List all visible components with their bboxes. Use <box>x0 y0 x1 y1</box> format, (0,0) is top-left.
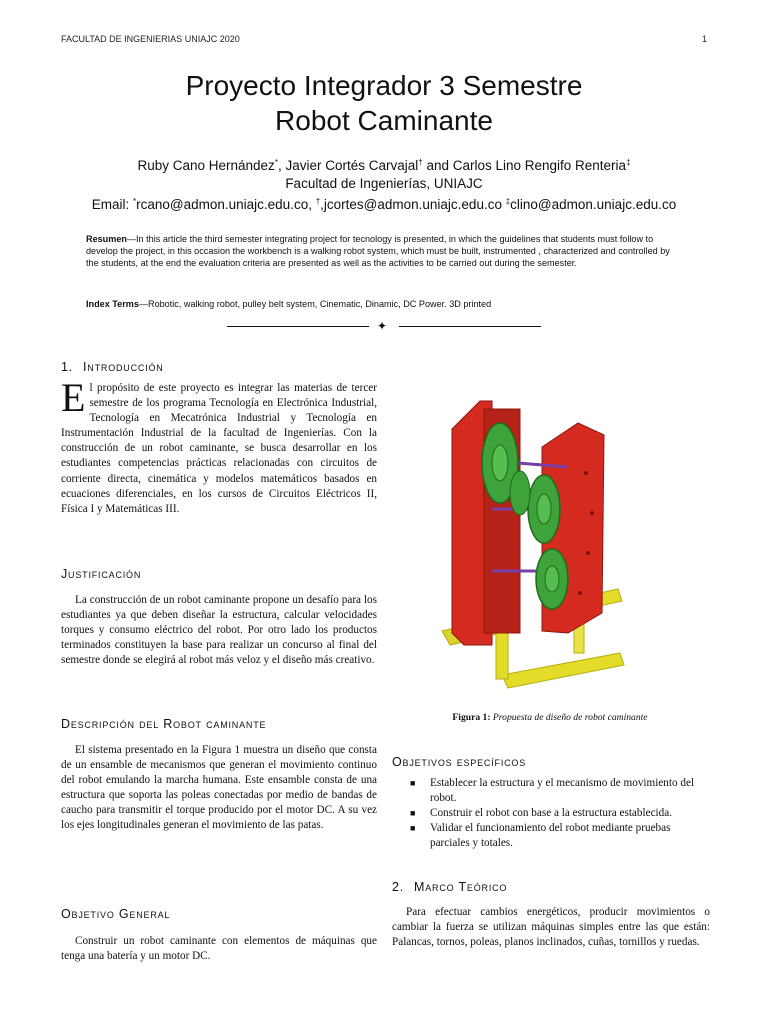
list-item: ■ Construir el robot con base a la estructura establecida. <box>392 806 710 821</box>
journal-name: FACULTAD DE INGENIERIAS UNIAJC 2020 <box>61 34 240 44</box>
dropcap: E <box>61 375 86 420</box>
pulley-bottom-inner <box>545 566 559 592</box>
author-emails: Email: *rcano@admon.uniajc.edu.co, †,jcortes@admon.uniajc.edu.co ‡clino@admon.uniajc.edu.co <box>91 197 677 212</box>
bullet-square-icon: ■ <box>410 823 416 834</box>
descripcion-paragraph: El sistema presentado en la Figura 1 muestra un diseño que consta de un ensamble de mecanismos que generan el movimiento continuo del robot emulando la marcha humana. Este ensamble consta de una estructura que soporta las poleas conectadas por medio de bandas de caucho para transmitir el torque producido por el motor DC. A su vez los ejes longitudinales generan el movimiento de las patas. <box>61 744 377 832</box>
index-terms-label: Index Terms <box>86 299 139 309</box>
email-link[interactable]: ,jcortes@admon.uniajc.edu.co <box>320 197 506 212</box>
section-heading-descripcion: Descripción del Robot caminante <box>61 717 267 731</box>
title-line-2: Robot Caminante <box>275 105 493 136</box>
index-terms <box>86 298 680 310</box>
divider-diamond-icon: ✦ <box>377 319 388 333</box>
objetivo-general-paragraph: Construir un robot caminante con elementos de máquinas que tenga una batería y un motor DC. <box>61 935 377 963</box>
email-link[interactable]: clino@admon.uniajc.edu.co <box>510 197 677 212</box>
figure-label: Figura 1: <box>452 712 491 723</box>
section-heading-objetivos-especificos: Objetivos específicos <box>392 755 527 769</box>
justificacion-paragraph: La construcción de un robot caminante propone un desafío para los estudiantes ya que deben diseñar la estructura, calcular velocidades torques y consumo eléctrico del robot. Por otro lado los productos terminados constituyen la base para realizar un concurso al final del semestre donde se elegirá al robot más veloz y el diseño más creativo. <box>61 594 377 667</box>
author-block <box>0 154 768 214</box>
marco-teorico-paragraph: Para efectuar cambios energéticos, producir movimientos o cambiar la fuerza se utilizan máquinas simples entre las que están: Palancas, tornos, poleas, planos inclinados, cuñas, tornillos y ruedas. <box>392 906 710 949</box>
intro-paragraph: El propósito de este proyecto es integrar las materias de tercer semestre de los programa Tecnología en Electrónica Industrial, Tecnología en Mecatrónica Industrial y Tecnología en Instrumentación Industrial de la facultad de Ingenierías. Con la construcción de un robot caminante, se busca desarrollar en los estudiantes competencias prácticas relacionadas con circuitos de corriente directa, cinemática y modelos matemáticos basados en ecuaciones diferenciales, en los cursos de Circuitos Eléctricos II, Física I y Matemáticas III. <box>61 375 377 515</box>
author-names: Ruby Cano Hernández*, Javier Cortés Carvajal† and Carlos Lino Rengifo Renteria‡ <box>137 158 631 173</box>
bullet-square-icon: ■ <box>410 808 416 819</box>
figure-caption-text: Propuesta de diseño de robot caminante <box>490 712 648 723</box>
figure-caption <box>392 712 708 723</box>
email-link[interactable]: rcano@admon.uniajc.edu.co, <box>136 197 316 212</box>
page-number: 1 <box>701 34 707 44</box>
pulley-small <box>510 471 530 515</box>
list-item: ■ Validar el funcionamiento del robot mediante pruebas parciales y totales. <box>410 822 671 850</box>
affiliation: Facultad de Ingenierías, UNIAJC <box>285 176 483 191</box>
section-heading-introduccion: 1. Introducción <box>61 360 164 374</box>
section-heading-marco-teorico: 2. Marco Teórico <box>392 880 508 894</box>
abstract <box>86 233 680 270</box>
paper-title <box>0 68 768 138</box>
robot-render-image <box>392 383 660 704</box>
title-line-1: Proyecto Integrador 3 Semestre <box>185 70 583 101</box>
section-heading-objetivo-general: Objetivo General <box>61 907 171 921</box>
abstract-label: Resumen <box>86 234 127 244</box>
objetivos-list <box>392 776 710 851</box>
running-header <box>61 34 707 48</box>
pulley-middle-inner <box>537 494 551 524</box>
pulley-top-inner <box>492 445 508 481</box>
list-item: ■ Establecer la estructura y el mecanismo de movimiento del robot. <box>410 777 695 805</box>
base-plate-back <box>502 653 624 688</box>
bullet-square-icon: ■ <box>410 778 416 788</box>
figure-robot-render <box>392 383 660 704</box>
index-terms-text: —Robotic, walking robot, pulley belt system, Cinematic, Dinamic, DC Power. 3D printed <box>138 299 492 309</box>
section-divider <box>227 319 541 333</box>
section-heading-justificacion: Justificación <box>61 567 142 581</box>
leg-yellow-left <box>496 633 508 679</box>
abstract-text: —In this article the third semester integrating project for tecnology is presented, in which the guidelines that students must follow to develop the project, in this occasion the workbench is a walking robot system, which must be built, instrumented , characterized and controlled by the students, at the end the evaluation criteria are presented as well as the activities to be carried out during the semester. <box>86 234 670 269</box>
